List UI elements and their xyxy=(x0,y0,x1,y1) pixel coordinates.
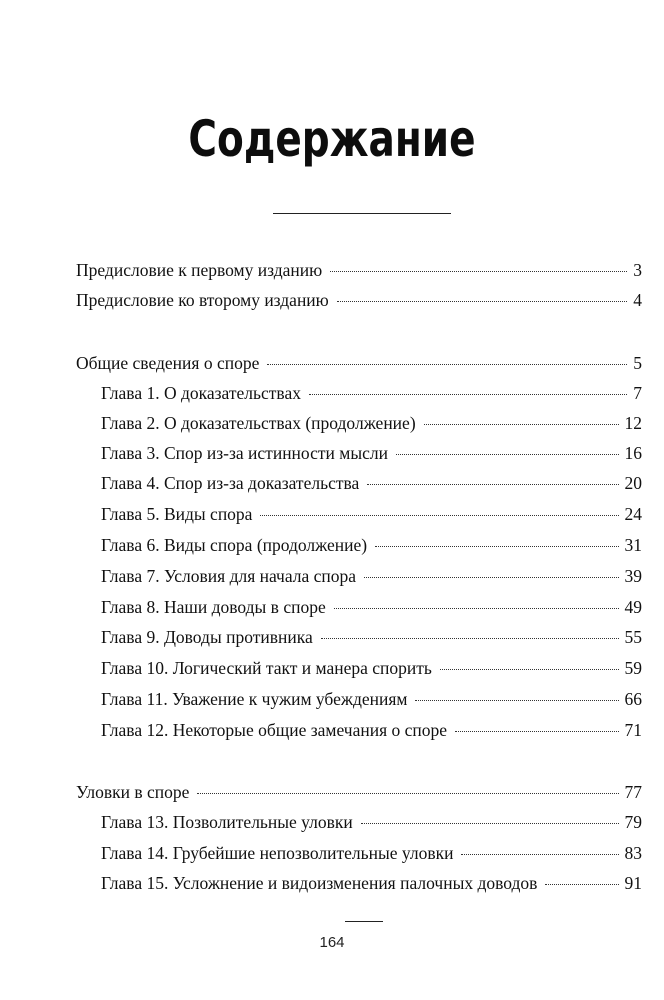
toc-entry-page: 16 xyxy=(624,443,642,463)
title-divider xyxy=(273,213,451,214)
toc-entry-label: Глава 6. Виды спора (продолжение) xyxy=(101,535,368,555)
toc-entry-label: Предисловие к первому изданию xyxy=(76,260,323,280)
toc-entry-chapter-3[interactable] xyxy=(101,442,642,464)
toc-leader-dots xyxy=(321,638,619,639)
toc-entry-page: 77 xyxy=(624,782,642,802)
toc-entry-label: Глава 12. Некоторые общие замечания о споре xyxy=(101,720,448,740)
toc-entry-label: Глава 3. Спор из-за истинности мысли xyxy=(101,443,388,463)
toc-entry-part-general[interactable] xyxy=(76,352,642,374)
toc-leader-dots xyxy=(337,301,627,302)
toc-entry-label: Глава 4. Спор из-за доказательства xyxy=(101,473,360,493)
toc-entry-chapter-14[interactable] xyxy=(101,842,642,864)
toc-leader-dots xyxy=(545,884,618,885)
toc-entry-page: 83 xyxy=(624,843,642,863)
toc-entry-chapter-9[interactable] xyxy=(101,626,642,648)
toc-leader-dots xyxy=(330,271,627,272)
toc-entry-page: 31 xyxy=(624,535,642,555)
toc-entry-label: Уловки в споре xyxy=(76,782,190,802)
toc-entry-page: 55 xyxy=(624,627,642,647)
page-number-divider xyxy=(345,921,383,922)
toc-leader-dots xyxy=(267,364,627,365)
toc-entry-page: 3 xyxy=(633,260,642,280)
toc-entry-label: Предисловие ко второму изданию xyxy=(76,290,329,310)
toc-leader-dots xyxy=(375,546,618,547)
toc-entry-preface-second[interactable] xyxy=(76,289,642,311)
toc-leader-dots xyxy=(367,484,618,485)
toc-entry-part-tricks[interactable] xyxy=(76,781,642,803)
page-number: 164 xyxy=(319,934,345,951)
toc-entry-chapter-7[interactable] xyxy=(101,565,642,587)
toc-entry-chapter-10[interactable] xyxy=(101,657,642,679)
toc-entry-page: 12 xyxy=(624,413,642,433)
toc-entry-page: 4 xyxy=(633,290,642,310)
toc-entry-label: Глава 14. Грубейшие непозволительные уловки xyxy=(101,843,454,863)
toc-entry-preface-first[interactable] xyxy=(76,259,642,281)
toc-leader-dots xyxy=(364,577,618,578)
toc-entry-page: 59 xyxy=(624,658,642,678)
toc-entry-page: 49 xyxy=(624,597,642,617)
toc-entry-page: 20 xyxy=(624,473,642,493)
toc-entry-chapter-12[interactable] xyxy=(101,719,642,741)
toc-leader-dots xyxy=(440,669,619,670)
toc-entry-label: Глава 5. Виды спора xyxy=(101,504,253,524)
toc-entry-label: Глава 1. О доказательствах xyxy=(101,383,301,403)
toc-leader-dots xyxy=(461,854,618,855)
toc-leader-dots xyxy=(361,823,619,824)
toc-entry-chapter-13[interactable] xyxy=(101,811,642,833)
toc-entry-page: 79 xyxy=(624,812,642,832)
toc-leader-dots xyxy=(197,793,618,794)
toc-entry-label: Глава 15. Усложнение и видоизменения палочных доводов xyxy=(101,873,538,893)
toc-entry-label: Глава 9. Доводы противника xyxy=(101,627,313,647)
toc-leader-dots xyxy=(334,608,619,609)
toc-entry-chapter-11[interactable] xyxy=(101,688,642,710)
toc-entry-chapter-8[interactable] xyxy=(101,596,642,618)
toc-entry-chapter-1[interactable] xyxy=(101,382,642,404)
toc-entry-chapter-15[interactable] xyxy=(101,872,642,894)
page-title: Содержание xyxy=(188,110,476,168)
toc-entry-chapter-2[interactable] xyxy=(101,412,642,434)
toc-entry-label: Общие сведения о споре xyxy=(76,353,260,373)
toc-entry-label: Глава 10. Логический такт и манера спорить xyxy=(101,658,432,678)
toc-leader-dots xyxy=(309,394,627,395)
toc-entry-label: Глава 2. О доказательствах (продолжение) xyxy=(101,413,416,433)
toc-entry-page: 66 xyxy=(624,689,642,709)
toc-entry-label: Глава 11. Уважение к чужим убеждениям xyxy=(101,689,408,709)
toc-entry-page: 7 xyxy=(633,383,642,403)
toc-leader-dots xyxy=(415,700,618,701)
toc-entry-chapter-4[interactable] xyxy=(101,472,642,494)
toc-entry-chapter-5[interactable] xyxy=(101,503,642,525)
toc-leader-dots xyxy=(455,731,618,732)
toc-entry-chapter-6[interactable] xyxy=(101,534,642,556)
toc-entry-page: 24 xyxy=(624,504,642,524)
toc-entry-page: 91 xyxy=(624,873,642,893)
toc-leader-dots xyxy=(424,424,619,425)
toc-leader-dots xyxy=(260,515,618,516)
toc-entry-label: Глава 7. Условия для начала спора xyxy=(101,566,357,586)
toc-entry-page: 5 xyxy=(633,353,642,373)
toc-entry-label: Глава 13. Позволительные уловки xyxy=(101,812,353,832)
toc-leader-dots xyxy=(396,454,619,455)
toc-entry-page: 71 xyxy=(624,720,642,740)
toc-entry-page: 39 xyxy=(624,566,642,586)
toc-entry-label: Глава 8. Наши доводы в споре xyxy=(101,597,326,617)
